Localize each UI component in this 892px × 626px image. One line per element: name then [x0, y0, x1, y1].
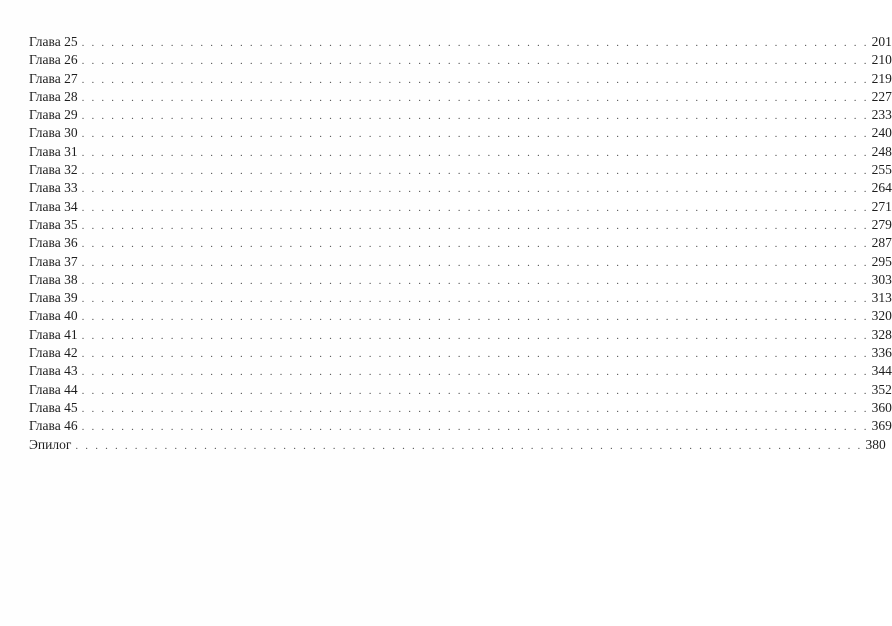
toc-entry-title: Глава 34: [29, 198, 78, 214]
toc-entry-page-number: 240: [871, 125, 892, 141]
toc-entry-page-number: 219: [871, 70, 892, 86]
toc-entry-page-number: 210: [871, 52, 892, 68]
toc-entry-page-number: 248: [871, 143, 892, 159]
toc-entry-page-number: 336: [871, 345, 892, 361]
dot-leader: . . . . . . . . . . . . . . . . . . . . . . . . . . . . . . . . . . . . . . . . . . . . . . . . . . . . . . . . . . . . . . . . . . . . . . . . . . . . . . . .: [81, 256, 869, 269]
toc-entry-title: Глава 35: [29, 216, 78, 232]
toc-entry-title: Глава 33: [29, 180, 78, 196]
toc-entry: [29, 162, 892, 180]
dot-leader: . . . . . . . . . . . . . . . . . . . . . . . . . . . . . . . . . . . . . . . . . . . . . . . . . . . . . . . . . . . . . . . . . . . . . . . . . . . . . . . .: [81, 219, 869, 232]
toc-entry: [29, 436, 886, 455]
toc-entry: [29, 381, 892, 400]
dot-leader: . . . . . . . . . . . . . . . . . . . . . . . . . . . . . . . . . . . . . . . . . . . . . . . . . . . . . . . . . . . . . . . . . . . . . . . . . . . . . . . .: [81, 238, 869, 251]
dot-leader: . . . . . . . . . . . . . . . . . . . . . . . . . . . . . . . . . . . . . . . . . . . . . . . . . . . . . . . . . . . . . . . . . . . . . . . . . . . . . . . .: [81, 110, 869, 123]
toc-entry: [29, 418, 892, 436]
toc-entry: [29, 363, 892, 381]
dot-leader: . . . . . . . . . . . . . . . . . . . . . . . . . . . . . . . . . . . . . . . . . . . . . . . . . . . . . . . . . . . . . . . . . . . . . . . . . . . . . . . .: [81, 329, 869, 342]
toc-entry-page-number: 295: [871, 253, 892, 269]
dot-leader: . . . . . . . . . . . . . . . . . . . . . . . . . . . . . . . . . . . . . . . . . . . . . . . . . . . . . . . . . . . . . . . . . . . . . . . . . . . . . . . .: [81, 165, 869, 178]
toc-entry-page-number: 360: [871, 399, 892, 415]
toc-entry-page-number: 320: [871, 308, 892, 324]
dot-leader: . . . . . . . . . . . . . . . . . . . . . . . . . . . . . . . . . . . . . . . . . . . . . . . . . . . . . . . . . . . . . . . . . . . . . . . . . . . . . . . .: [81, 384, 869, 397]
toc-entry-page-number: 287: [871, 235, 892, 251]
dot-leader: . . . . . . . . . . . . . . . . . . . . . . . . . . . . . . . . . . . . . . . . . . . . . . . . . . . . . . . . . . . . . . . . . . . . . . . . . . . . . . . .: [81, 73, 869, 86]
dot-leader: . . . . . . . . . . . . . . . . . . . . . . . . . . . . . . . . . . . . . . . . . . . . . . . . . . . . . . . . . . . . . . . . . . . . . . . . . . . . . . . .: [81, 183, 869, 196]
toc-entry-title: Глава 28: [29, 88, 78, 104]
toc-entry: [29, 326, 892, 345]
table-of-contents: [29, 34, 892, 455]
toc-entry-title: Глава 43: [29, 363, 78, 379]
toc-entry-title: Глава 29: [29, 107, 78, 123]
dot-leader: . . . . . . . . . . . . . . . . . . . . . . . . . . . . . . . . . . . . . . . . . . . . . . . . . . . . . . . . . . . . . . . . . . . . . . . . . . . . . . . .: [81, 311, 869, 324]
toc-entry-page-number: 369: [871, 418, 892, 434]
dot-leader: . . . . . . . . . . . . . . . . . . . . . . . . . . . . . . . . . . . . . . . . . . . . . . . . . . . . . . . . . . . . . . . . . . . . . . . . . . . . . . . .: [81, 146, 869, 159]
toc-entry-title: Глава 45: [29, 399, 78, 415]
toc-entry: [29, 52, 892, 70]
toc-entry-title: Глава 39: [29, 290, 78, 306]
dot-leader: . . . . . . . . . . . . . . . . . . . . . . . . . . . . . . . . . . . . . . . . . . . . . . . . . . . . . . . . . . . . . . . . . . . . . . . . . . . . . . . .: [81, 293, 869, 306]
toc-entry-page-number: 303: [871, 271, 892, 287]
toc-entry: [29, 70, 892, 89]
toc-entry: [29, 198, 892, 217]
toc-entry-title: Глава 25: [29, 34, 78, 49]
toc-entry-page-number: 279: [871, 216, 892, 232]
toc-entry-page-number: 328: [871, 326, 892, 342]
toc-entry: [29, 125, 892, 143]
dot-leader: . . . . . . . . . . . . . . . . . . . . . . . . . . . . . . . . . . . . . . . . . . . . . . . . . . . . . . . . . . . . . . . . . . . . . . . . . . . . . . . .: [75, 439, 863, 452]
dot-leader: . . . . . . . . . . . . . . . . . . . . . . . . . . . . . . . . . . . . . . . . . . . . . . . . . . . . . . . . . . . . . . . . . . . . . . . . . . . . . . . .: [81, 37, 869, 49]
toc-entry-title: Глава 36: [29, 235, 78, 251]
toc-entry-title: Глава 46: [29, 418, 78, 434]
toc-entry-title: Глава 27: [29, 70, 78, 86]
toc-entry-title: Глава 38: [29, 271, 78, 287]
toc-entry: [29, 107, 892, 125]
toc-entry: [29, 399, 892, 418]
toc-entry-title: Глава 40: [29, 308, 78, 324]
toc-entry-title: Глава 42: [29, 345, 78, 361]
toc-entry-page-number: 227: [871, 88, 892, 104]
toc-entry: [29, 308, 892, 326]
toc-entry-page-number: 380: [865, 436, 886, 452]
toc-entry-page-number: 233: [871, 107, 892, 123]
toc-entry: [29, 180, 892, 198]
toc-entry-page-number: 352: [871, 381, 892, 397]
toc-entry-title: Глава 30: [29, 125, 78, 141]
toc-entry: [29, 253, 892, 272]
toc-entry: [29, 235, 892, 253]
dot-leader: . . . . . . . . . . . . . . . . . . . . . . . . . . . . . . . . . . . . . . . . . . . . . . . . . . . . . . . . . . . . . . . . . . . . . . . . . . . . . . . .: [81, 128, 869, 141]
toc-entry-title: Глава 31: [29, 143, 78, 159]
toc-entry: [29, 290, 892, 308]
toc-entry-page-number: 201: [871, 34, 892, 49]
toc-entry: [29, 34, 892, 52]
toc-entry-title: Глава 44: [29, 381, 78, 397]
toc-entry-title: Глава 26: [29, 52, 78, 68]
dot-leader: . . . . . . . . . . . . . . . . . . . . . . . . . . . . . . . . . . . . . . . . . . . . . . . . . . . . . . . . . . . . . . . . . . . . . . . . . . . . . . . .: [81, 201, 869, 214]
dot-leader: . . . . . . . . . . . . . . . . . . . . . . . . . . . . . . . . . . . . . . . . . . . . . . . . . . . . . . . . . . . . . . . . . . . . . . . . . . . . . . . .: [81, 348, 869, 361]
toc-entry: [29, 345, 892, 363]
toc-entry: [29, 216, 892, 235]
dot-leader: . . . . . . . . . . . . . . . . . . . . . . . . . . . . . . . . . . . . . . . . . . . . . . . . . . . . . . . . . . . . . . . . . . . . . . . . . . . . . . . .: [81, 274, 869, 287]
toc-entry-title: Глава 37: [29, 253, 78, 269]
toc-entry-page-number: 271: [871, 198, 892, 214]
toc-entry-page-number: 313: [871, 290, 892, 306]
toc-entry-title: Эпилог: [29, 436, 72, 452]
toc-entry-page-number: 255: [871, 162, 892, 178]
toc-entry: [29, 88, 892, 107]
dot-leader: . . . . . . . . . . . . . . . . . . . . . . . . . . . . . . . . . . . . . . . . . . . . . . . . . . . . . . . . . . . . . . . . . . . . . . . . . . . . . . . .: [81, 402, 869, 415]
dot-leader: . . . . . . . . . . . . . . . . . . . . . . . . . . . . . . . . . . . . . . . . . . . . . . . . . . . . . . . . . . . . . . . . . . . . . . . . . . . . . . . .: [81, 421, 869, 434]
toc-entry-page-number: 264: [871, 180, 892, 196]
toc-entry-page-number: 344: [871, 363, 892, 379]
toc-entry-title: Глава 32: [29, 162, 78, 178]
dot-leader: . . . . . . . . . . . . . . . . . . . . . . . . . . . . . . . . . . . . . . . . . . . . . . . . . . . . . . . . . . . . . . . . . . . . . . . . . . . . . . . .: [81, 91, 869, 104]
dot-leader: . . . . . . . . . . . . . . . . . . . . . . . . . . . . . . . . . . . . . . . . . . . . . . . . . . . . . . . . . . . . . . . . . . . . . . . . . . . . . . . .: [81, 55, 869, 68]
dot-leader: . . . . . . . . . . . . . . . . . . . . . . . . . . . . . . . . . . . . . . . . . . . . . . . . . . . . . . . . . . . . . . . . . . . . . . . . . . . . . . . .: [81, 366, 869, 379]
toc-entry-title: Глава 41: [29, 326, 78, 342]
toc-entry: [29, 143, 892, 162]
toc-entry: [29, 271, 892, 290]
